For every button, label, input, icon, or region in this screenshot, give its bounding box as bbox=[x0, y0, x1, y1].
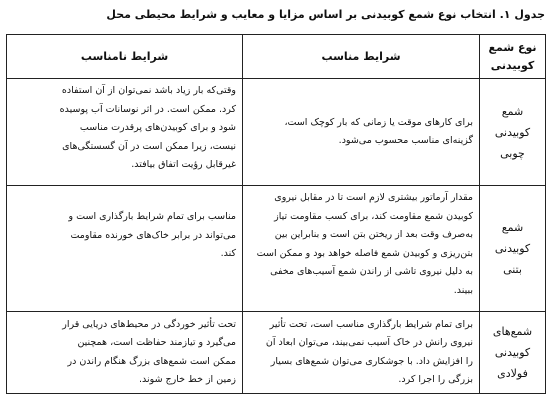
text-line: نیست، زیرا ممکن است در آن گسستگی‌های bbox=[62, 140, 236, 152]
type-line: شمع bbox=[501, 104, 524, 118]
type-line: کوبیدنی bbox=[494, 242, 531, 255]
text-line: غیرقابل رؤیت اتفاق بیافتد. bbox=[131, 159, 236, 170]
type-line: بتنی bbox=[503, 263, 522, 276]
header-unsuitable-conditions-label: شرایط نامناسب bbox=[80, 49, 169, 63]
row-concrete-suitable bbox=[243, 186, 480, 312]
text-line: نیروی رانش در خاک آسیب نمی‌بیند، می‌توان ابعاد آن bbox=[265, 337, 473, 348]
text-line: می‌گیرد و تیازمند حفاظت است، همچنین bbox=[77, 337, 236, 348]
text-line: به‌صرف وقت بعد از ریختن بتن است و بنابراین بین bbox=[274, 229, 473, 240]
text-line: مناسب برای تمام شرایط بارگذاری است و bbox=[68, 211, 236, 222]
text-line: برای کارهای موقت یا زمانی که بار کوچک است، bbox=[284, 116, 473, 128]
row-steel-suitable bbox=[243, 312, 480, 394]
header-pile-type-label: نوع شمع کوبیدنی bbox=[488, 40, 537, 72]
text-line: به دلیل نیروی تاشی از راندن شمع آسیب‌های مخفی bbox=[270, 266, 473, 277]
text-line: تحت تأثیر خوردگی در محیط‌های دریایی قرار bbox=[62, 318, 236, 330]
table-row bbox=[7, 186, 546, 312]
header-pile-type bbox=[480, 35, 546, 79]
row-wood-suitable bbox=[243, 79, 480, 186]
type-line: شمع‌های bbox=[492, 325, 533, 338]
text-line: کند. bbox=[220, 248, 236, 259]
type-line: کوبیدنی bbox=[494, 346, 531, 359]
text-line: گزینه‌ای مناسب محسوب می‌شود. bbox=[338, 135, 473, 146]
row-concrete-type bbox=[480, 186, 546, 312]
text-line: شود و برای کوبیدن‌های پرقدرت مناسب bbox=[79, 122, 236, 133]
type-line: فولادی bbox=[497, 367, 528, 380]
header-suitable-conditions-label: شرایط مناسب bbox=[321, 49, 401, 63]
type-line: چوبی bbox=[500, 146, 525, 160]
text-line: ببیند. bbox=[453, 284, 473, 296]
table-row bbox=[7, 312, 546, 394]
row-steel-type bbox=[480, 312, 546, 394]
text-line: زمین از خط خارج شوند. bbox=[139, 374, 236, 385]
table-header-row bbox=[7, 35, 546, 79]
row-wood-unsuitable bbox=[7, 79, 243, 186]
row-wood-type bbox=[480, 79, 546, 186]
text-line: بتن‌ریزی و کوبیدن شمع فاصله خواهد بود و ممکن است bbox=[256, 247, 473, 259]
text-line: را افزایش داد. با جوشکاری می‌توان شمع‌های بسیار bbox=[270, 355, 473, 367]
row-concrete-unsuitable bbox=[7, 186, 243, 312]
header-unsuitable-conditions bbox=[7, 35, 243, 79]
header-suitable-conditions bbox=[243, 35, 480, 79]
table-caption: جدول ۱. انتخاب نوع شمع کوبیدنی بر اساس مزایا و معایب و شرایط محیطی محل bbox=[106, 8, 545, 21]
table-row bbox=[7, 79, 546, 186]
row-steel-unsuitable bbox=[7, 312, 243, 394]
pile-selection-table bbox=[6, 34, 546, 394]
text-line: وقتی‌که بار زیاد باشد نمی‌توان از آن استفاده bbox=[61, 85, 236, 96]
text-line: کرد. ممکن است. در اثر نوسانات آب پوسیده bbox=[59, 103, 236, 115]
text-line: کوبیدن شمع مقاومت کند، برای کسب مقاومت تیاز bbox=[274, 210, 473, 222]
type-line: شمع bbox=[501, 221, 524, 234]
text-line: برای تمام شرایط بارگذاری مناسب است، تحت تأثیر bbox=[269, 318, 473, 330]
text-line: بزرگی را اجرا کرد. bbox=[398, 374, 473, 385]
text-line: مقدار آرماتور بیشتری لازم است تا در مقابل نیروی bbox=[274, 192, 473, 203]
text-line: می‌تواند در برابر خاک‌های خورنده مقاومت bbox=[70, 229, 236, 241]
text-line: ممکن است شمع‌های بزرگ هنگام راندن در bbox=[67, 355, 236, 367]
type-line: کوبیدنی bbox=[494, 125, 531, 139]
